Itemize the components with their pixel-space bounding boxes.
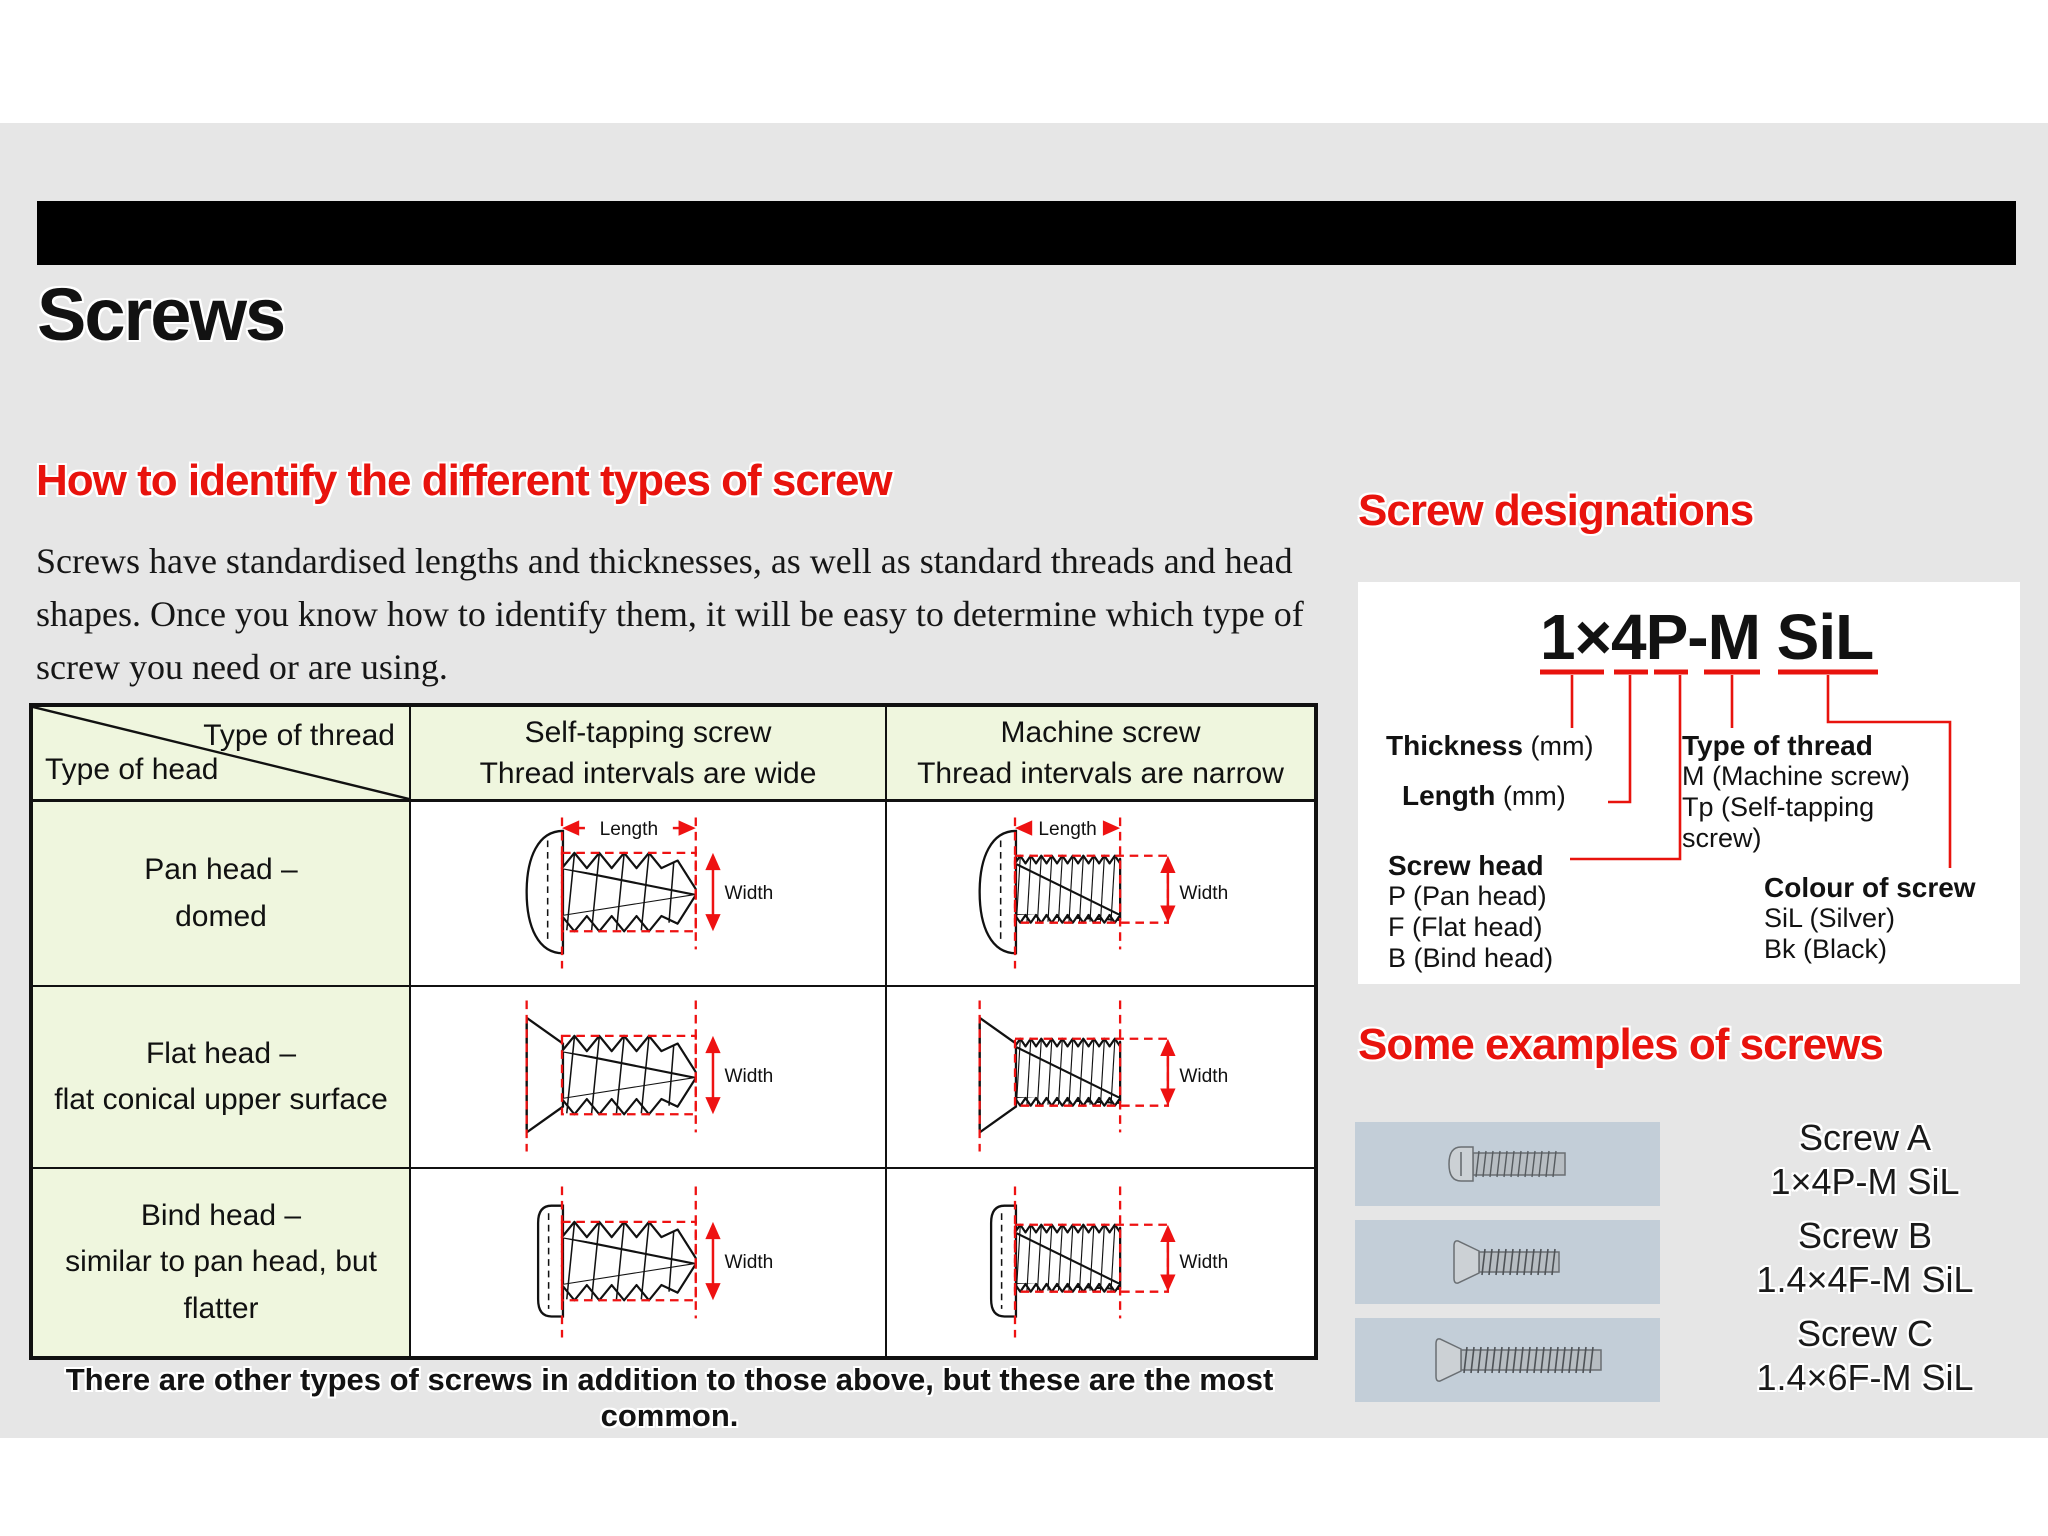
column-title: Machine screw — [1000, 715, 1201, 749]
page-title: Screws — [37, 273, 285, 356]
thread-title: Type of thread — [1682, 730, 1873, 761]
screw-diagram-svg — [483, 808, 813, 980]
screw-photo-b-image — [1355, 1220, 1660, 1304]
row-label-bind-head — [33, 1169, 411, 1356]
screw-name: Screw A — [1798, 1117, 1932, 1158]
screw-head-legend — [1388, 850, 1553, 974]
screw-diagram-svg — [936, 808, 1266, 980]
designations-heading: Screw designations — [1358, 486, 1754, 535]
row-label-line: Pan head – — [144, 853, 298, 886]
row-label-line: domed — [175, 899, 267, 933]
designations-panel — [1358, 582, 2020, 984]
screw-diagram-svg — [483, 991, 813, 1163]
screw-diagram — [936, 1177, 1266, 1349]
row-label-line: flat conical upper surface — [54, 1083, 388, 1116]
screw-photo-a — [1355, 1122, 1660, 1206]
thickness-label — [1386, 730, 1593, 762]
diagram-pan-machine — [887, 802, 1314, 987]
width-dimension-label: Width — [724, 1251, 774, 1273]
row-label-line: similar to pan head, but — [65, 1245, 377, 1279]
colour-option: Bk (Black) — [1764, 934, 1888, 964]
thread-type-legend — [1682, 730, 1910, 854]
screw-photo-a-image — [1355, 1122, 1660, 1206]
screw-designation: 1.4×4F-M SiL — [1756, 1259, 1974, 1300]
row-label-line: Flat head – — [145, 1036, 297, 1070]
screw-photo-c — [1355, 1318, 1660, 1402]
colour-option: SiL (Silver) — [1764, 903, 1896, 933]
colour-title: Colour of screw — [1764, 872, 1976, 903]
width-dimension-label: Width — [1178, 1251, 1228, 1273]
screw-diagram-svg — [936, 1177, 1266, 1349]
colour-legend — [1764, 872, 1976, 965]
width-dimension-label: Width — [724, 1065, 774, 1087]
corner-label-head: Type of head — [45, 753, 219, 786]
screw-type-table — [29, 703, 1318, 1360]
screw-diagram — [936, 808, 1266, 980]
width-dimension-label: Width — [1178, 1065, 1228, 1087]
diagram-flat-machine — [887, 987, 1314, 1169]
screw-head-title: Screw head — [1388, 850, 1544, 881]
screw-head-option: F (Flat head) — [1388, 912, 1543, 942]
examples-heading: Some examples of screws — [1358, 1020, 1883, 1069]
screw-diagram — [483, 991, 813, 1163]
screw-head-option: P (Pan head) — [1388, 881, 1547, 911]
screw-diagram — [483, 808, 813, 980]
screw-head-option: B (Bind head) — [1388, 943, 1554, 973]
column-header-machine — [887, 707, 1314, 802]
thread-option: screw) — [1682, 823, 1762, 853]
length-unit: (mm) — [1502, 781, 1566, 811]
screw-diagram — [483, 1177, 813, 1349]
thickness-word: Thickness — [1386, 730, 1523, 761]
row-label-line: flatter — [183, 1291, 259, 1325]
row-label-line: Bind head – — [140, 1198, 302, 1232]
thread-option: Tp (Self-tapping — [1682, 792, 1875, 822]
screw-photo-c-image — [1355, 1318, 1660, 1402]
length-dimension-label: Length — [1037, 818, 1097, 840]
table-corner-cell — [33, 707, 411, 802]
width-dimension-label: Width — [1178, 882, 1228, 904]
table-footnote: There are other types of screws in addition to those above, but these are the most common. — [65, 1362, 1274, 1433]
screw-name: Screw B — [1797, 1215, 1933, 1256]
screw-b-label — [1680, 1214, 2048, 1302]
length-word: Length — [1402, 780, 1496, 811]
corner-label-thread: Type of thread — [203, 719, 395, 752]
header-bar — [37, 201, 2016, 265]
thickness-unit: (mm) — [1530, 731, 1594, 761]
length-dimension-label: Length — [599, 818, 659, 840]
diagram-flat-self-tapping — [411, 987, 887, 1169]
width-dimension-label: Width — [724, 882, 774, 904]
screw-c-label — [1680, 1312, 2048, 1400]
row-label-pan-head — [33, 802, 411, 987]
column-header-self-tapping — [411, 707, 887, 802]
screw-name: Screw C — [1796, 1313, 1934, 1354]
screw-designation: 1.4×6F-M SiL — [1756, 1357, 1974, 1398]
column-title: Self-tapping screw — [524, 715, 772, 749]
length-label — [1402, 780, 1566, 812]
screw-designation: 1×4P-M SiL — [1770, 1161, 1960, 1202]
screw-photo-b — [1355, 1220, 1660, 1304]
row-label-flat-head — [33, 987, 411, 1169]
column-subtitle: Thread intervals are wide — [479, 757, 817, 790]
identify-heading: How to identify the different types of screw — [36, 456, 892, 505]
designation-code: 1×4P-M SiL — [1540, 601, 1874, 673]
column-subtitle: Thread intervals are narrow — [917, 757, 1284, 790]
screw-diagram-svg — [936, 991, 1266, 1163]
diagram-pan-self-tapping — [411, 802, 887, 987]
screw-diagram-svg — [483, 1177, 813, 1349]
thread-option: M (Machine screw) — [1682, 761, 1911, 791]
screw-a-label — [1680, 1116, 2048, 1204]
diagram-bind-machine — [887, 1169, 1314, 1356]
identify-paragraph: Screws have standardised lengths and thicknesses, as well as standard threads and head shapes. Once you know how to identify them, it will be easy to determine which type of screw you need or are using. — [36, 541, 1304, 687]
diagram-bind-self-tapping — [411, 1169, 887, 1356]
screw-diagram — [936, 991, 1266, 1163]
